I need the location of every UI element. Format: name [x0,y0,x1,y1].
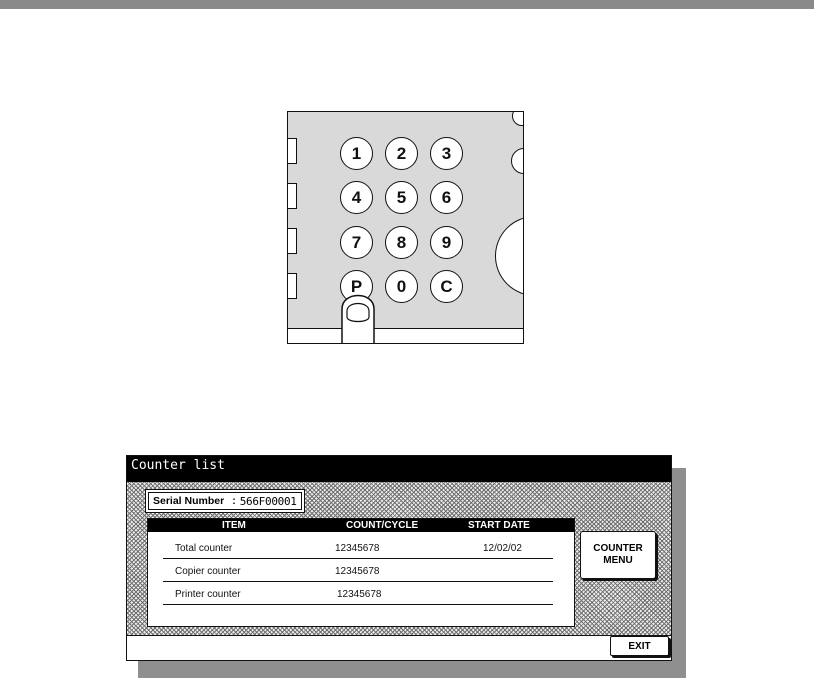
key-5[interactable]: 5 [385,181,418,214]
keypad-illustration [287,111,524,344]
row-count: 12345678 [335,566,380,577]
key-4[interactable]: 4 [340,181,373,214]
key-6[interactable]: 6 [430,181,463,214]
serial-number-value: 566F00001 [239,494,297,508]
start-button [495,216,524,296]
serial-separator: : [232,495,236,507]
top-divider-bar [0,0,814,9]
counter-menu-button[interactable]: COUNTER MENU [580,531,656,579]
screen-footer [127,635,671,660]
row-item: Copier counter [175,566,241,577]
row-start-date: 12/02/02 [483,543,522,554]
side-tab [287,138,297,164]
column-header-item: ITEM [222,520,246,531]
round-panel-button [511,148,524,174]
table-header [148,519,574,532]
pointing-finger-icon [340,285,376,344]
side-tab [287,228,297,254]
table-row [163,582,553,605]
screen-title: Counter list [127,456,671,482]
side-tab [287,183,297,209]
key-8[interactable]: 8 [385,226,418,259]
key-2[interactable]: 2 [385,137,418,170]
round-panel-button [512,111,524,126]
keypad-bottom-edge [288,328,523,343]
side-tab [287,273,297,299]
serial-number-box [148,492,302,510]
row-item: Printer counter [175,589,241,600]
counter-list-screen [126,455,672,661]
key-0[interactable]: 0 [385,270,418,303]
row-count: 12345678 [335,543,380,554]
key-9[interactable]: 9 [430,226,463,259]
key-1[interactable]: 1 [340,137,373,170]
table-row [163,536,553,559]
column-header-count: COUNT/CYCLE [346,520,419,531]
row-item: Total counter [175,543,233,554]
key-c[interactable]: C [430,270,463,303]
serial-number-label: Serial Number [153,495,225,507]
column-header-start-date: START DATE [468,520,530,531]
key-3[interactable]: 3 [430,137,463,170]
row-count: 12345678 [337,589,382,600]
table-row [163,559,553,582]
key-p[interactable]: P [340,270,373,303]
exit-button[interactable]: EXIT [610,636,669,656]
key-7[interactable]: 7 [340,226,373,259]
counter-table [147,518,575,627]
